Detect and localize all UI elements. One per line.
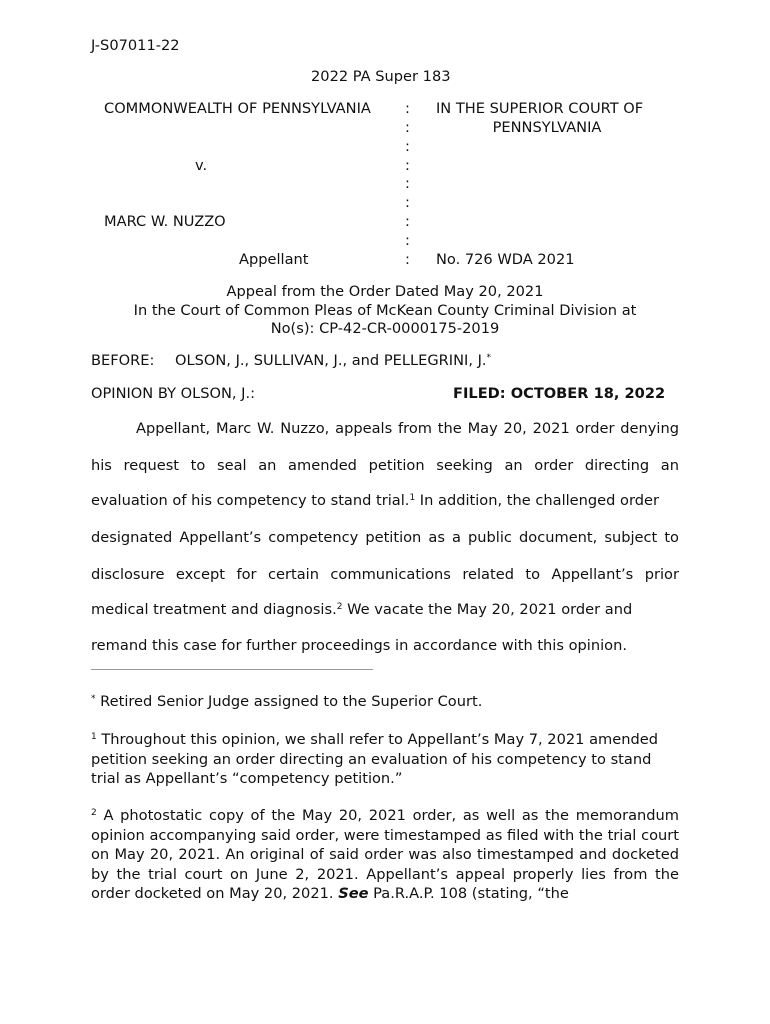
footnote-1-marker: 1 bbox=[91, 732, 97, 742]
footnote-2-text-b: Pa.R.A.P. 108 (stating, “the bbox=[368, 885, 569, 902]
footnote-star-text: Retired Senior Judge assigned to the Superior Court. bbox=[95, 693, 483, 710]
caption-colon: : bbox=[405, 157, 410, 174]
caption-colon: : bbox=[405, 194, 410, 211]
footnote-separator bbox=[91, 669, 373, 670]
body-line-3b: In addition, the challenged order bbox=[415, 492, 659, 509]
appeal-line-2: In the Court of Common Pleas of McKean County Criminal Division at bbox=[133, 302, 637, 319]
footnote-star bbox=[91, 692, 679, 712]
caption-colon: : bbox=[405, 119, 410, 136]
body-line-4: designated Appellant’s competency petition as a public document, subject to bbox=[91, 529, 679, 546]
footnote-1 bbox=[91, 730, 679, 789]
footnote-star-marker: * bbox=[91, 694, 96, 704]
appellant-role: Appellant bbox=[239, 251, 309, 268]
footnote-ref-2[interactable]: 2 bbox=[336, 602, 343, 612]
citation: 2022 PA Super 183 bbox=[311, 68, 451, 85]
caption-colon: : bbox=[405, 175, 410, 192]
defendant-name: MARC W. NUZZO bbox=[104, 213, 226, 230]
case-number: No. 726 WDA 2021 bbox=[436, 251, 575, 268]
docket-id: J-S07011-22 bbox=[91, 37, 180, 54]
appeal-line-1: Appeal from the Order Dated May 20, 2021 bbox=[226, 283, 544, 300]
body-line-6b: We vacate the May 20, 2021 order and bbox=[342, 601, 633, 618]
before-label: BEFORE: bbox=[91, 352, 155, 369]
footnote-2-marker: 2 bbox=[91, 808, 97, 818]
body-line-1-text: Appellant, Marc W. Nuzzo, appeals from the May 20, 2021 order denying bbox=[136, 420, 679, 437]
opinion-author: OPINION BY OLSON, J.: bbox=[91, 385, 256, 402]
body-line-2: his request to seal an amended petition seeking an order directing an bbox=[91, 457, 679, 474]
panel-judges-text: OLSON, J., SULLIVAN, J., and PELLEGRINI, J. bbox=[175, 352, 487, 369]
senior-judge-marker: * bbox=[486, 353, 492, 363]
caption-colon: : bbox=[405, 251, 410, 268]
see-signal: See bbox=[338, 885, 369, 902]
court-name-line2: PENNSYLVANIA bbox=[492, 119, 602, 136]
body-line-3 bbox=[91, 492, 679, 509]
appeal-line-3: No(s): CP-42-CR-0000175-2019 bbox=[270, 320, 500, 337]
footnote-1-text: Throughout this opinion, we shall refer to Appellant’s May 7, 2021 amended petition seeking an order directing an evaluation of his competency to stand trial as Appellant’s “competency petition.” bbox=[91, 731, 658, 787]
body-line-6 bbox=[91, 601, 679, 618]
court-name-line1: IN THE SUPERIOR COURT OF bbox=[436, 100, 644, 117]
caption-colon: : bbox=[405, 232, 410, 249]
body-line-1 bbox=[91, 420, 679, 437]
caption-colon: : bbox=[405, 213, 410, 230]
footnote-2-text-a: A photostatic copy of the May 20, 2021 order, as well as the memorandum opinion accompanying said order, were timestamped as filed with the trial court on May 20, 2021. An original of said order was also timestamped and docketed by the trial court on June 2, 2021. Appellant’s appeal properly lies from the order docketed on May 20, 2021. bbox=[91, 807, 679, 902]
caption-colon: : bbox=[405, 100, 410, 117]
footnote-2 bbox=[91, 806, 679, 904]
body-line-7: remand this case for further proceedings in accordance with this opinion. bbox=[91, 637, 627, 654]
versus: v. bbox=[195, 157, 208, 174]
body-line-3a: evaluation of his competency to stand trial. bbox=[91, 492, 410, 509]
left-party: COMMONWEALTH OF PENNSYLVANIA bbox=[104, 100, 371, 117]
panel-judges bbox=[175, 352, 491, 369]
body-line-5: disclosure except for certain communications related to Appellant’s prior bbox=[91, 566, 679, 583]
caption-colon: : bbox=[405, 138, 410, 155]
filed-date: FILED: OCTOBER 18, 2022 bbox=[453, 385, 666, 402]
footnote-ref-1[interactable]: 1 bbox=[409, 493, 416, 503]
body-line-6a: medical treatment and diagnosis. bbox=[91, 601, 337, 618]
